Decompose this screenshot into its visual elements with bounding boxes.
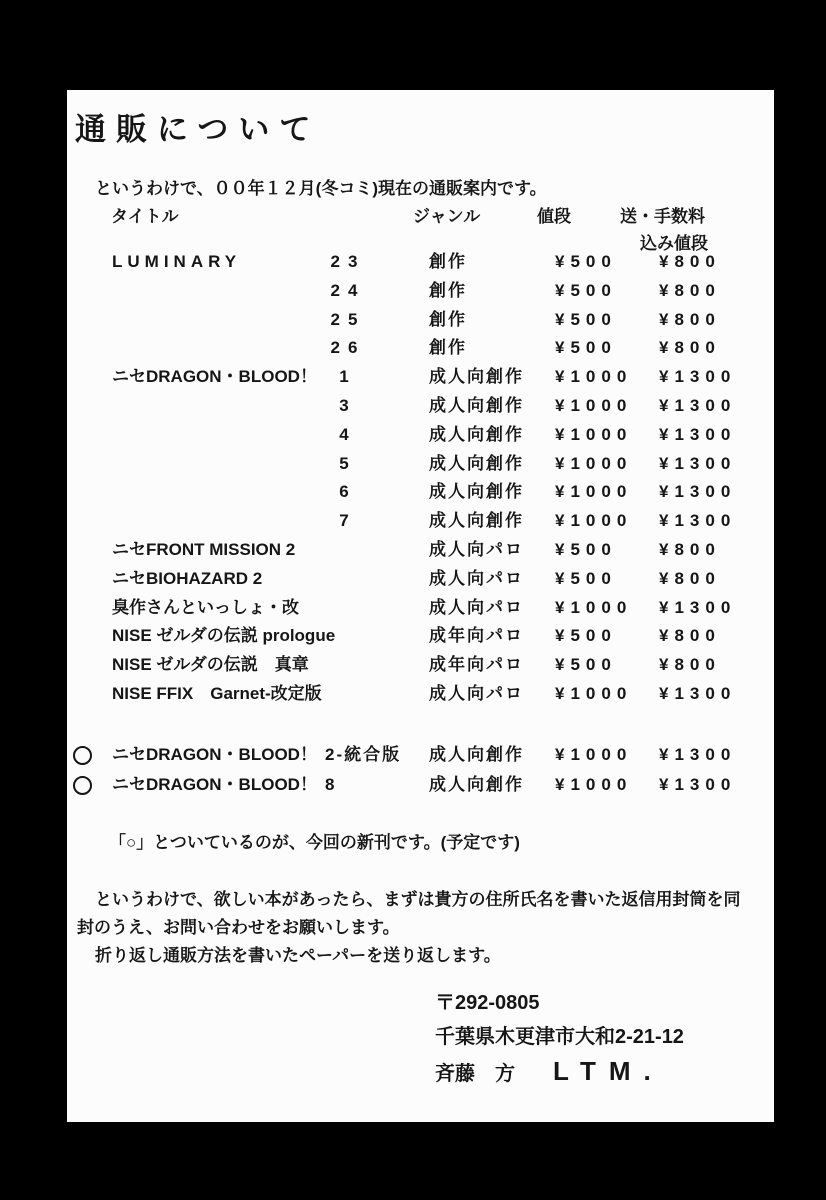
- new-release-note: 「○」とついているのが、今回の新刊です。(予定です): [109, 833, 520, 852]
- contact-address-block: [435, 986, 684, 1091]
- issue-number-cell: 4: [339, 424, 357, 444]
- genre-cell: 成人向創作: [429, 424, 524, 444]
- issue-number-cell: 1: [339, 367, 357, 387]
- issue-number-cell: 6: [339, 482, 357, 502]
- postal-code: 〒292-0805: [435, 992, 540, 1014]
- price-cell: ¥500: [555, 539, 617, 559]
- catalog-table: [67, 248, 774, 709]
- table-row: [67, 421, 774, 450]
- genre-cell: 成人向創作: [429, 367, 524, 387]
- recipient-name: 斉藤 方: [435, 1063, 515, 1085]
- column-header-shipping-line2: 込み値段: [640, 234, 708, 253]
- price-cell: ¥1000: [555, 395, 633, 415]
- genre-cell: 成人向創作: [429, 511, 524, 531]
- shipping-included-price-cell: ¥1300: [659, 367, 737, 387]
- issue-number-cell: 2-統合版: [325, 745, 402, 764]
- title-cell: ニセBIOHAZARD 2: [112, 568, 263, 588]
- closing-line: 封のうえ、お問い合わせをお願いします。: [77, 918, 400, 937]
- shipping-included-price-cell: ¥1300: [659, 597, 737, 617]
- genre-cell: 成人向創作: [429, 482, 524, 502]
- intro-text: というわけで、００年１２月(冬コミ)現在の通販案内です。: [95, 179, 547, 198]
- table-row: [67, 306, 774, 335]
- genre-cell: 創作: [429, 252, 467, 271]
- title-cell: ニセDRAGON・BLOOD！: [112, 775, 317, 794]
- new-release-circle-icon: [73, 746, 92, 765]
- shipping-included-price-cell: ¥800: [659, 568, 721, 588]
- shipping-included-price-cell: ¥1300: [659, 775, 737, 794]
- genre-cell: 成人向パロ: [429, 683, 524, 703]
- shipping-included-price-cell: ¥1300: [659, 395, 737, 415]
- issue-number-cell: 3: [339, 395, 357, 415]
- price-cell: ¥1000: [555, 597, 633, 617]
- genre-cell: 成人向創作: [429, 745, 524, 764]
- table-row: [67, 363, 774, 392]
- price-cell: ¥500: [555, 309, 617, 329]
- shipping-included-price-cell: ¥1300: [659, 745, 737, 764]
- issue-number-cell: 23: [330, 252, 366, 271]
- table-row: [67, 680, 774, 709]
- table-row: [67, 392, 774, 421]
- circle-name: LTM.: [553, 1056, 664, 1086]
- price-cell: ¥1000: [555, 775, 633, 794]
- table-row: [67, 565, 774, 594]
- shipping-included-price-cell: ¥1300: [659, 511, 737, 531]
- price-cell: ¥1000: [555, 511, 633, 531]
- title-cell: ニセDRAGON・BLOOD！: [112, 745, 317, 764]
- title-cell: NISE ゼルダの伝説 prologue: [112, 626, 336, 646]
- table-row: [67, 450, 774, 479]
- title-cell: 臭作さんといっしょ・改: [112, 597, 299, 617]
- shipping-included-price-cell: ¥800: [659, 309, 721, 329]
- issue-number-cell: 24: [330, 280, 366, 300]
- price-cell: ¥500: [555, 338, 617, 358]
- title-cell: ニセDRAGON・BLOOD！: [112, 367, 317, 387]
- price-cell: ¥1000: [555, 683, 633, 703]
- table-row: [67, 277, 774, 306]
- closing-line: というわけで、欲しい本があったら、まずは貴方の住所氏名を書いた返信用封筒を同: [95, 890, 741, 909]
- price-cell: ¥500: [555, 655, 617, 675]
- genre-cell: 創作: [429, 309, 467, 329]
- mail-order-info-page: [67, 90, 774, 1122]
- issue-number-cell: 5: [339, 453, 357, 473]
- price-cell: ¥1000: [555, 482, 633, 502]
- genre-cell: 創作: [429, 338, 467, 358]
- price-cell: ¥500: [555, 280, 617, 300]
- shipping-included-price-cell: ¥800: [659, 252, 721, 271]
- new-release-marker-cell: [73, 740, 107, 770]
- table-row: [67, 740, 774, 770]
- column-header-price: 値段: [537, 207, 571, 226]
- new-release-circle-icon: [73, 776, 92, 795]
- title-cell: NISE FFIX Garnet-改定版: [112, 683, 322, 703]
- table-row: [67, 248, 774, 277]
- column-header-title: タイトル: [111, 207, 179, 226]
- shipping-included-price-cell: ¥1300: [659, 683, 737, 703]
- closing-line: 折り返し通販方法を書いたペーパーを送り返します。: [95, 946, 501, 965]
- genre-cell: 成年向パロ: [429, 655, 524, 675]
- genre-cell: 成人向創作: [429, 395, 524, 415]
- genre-cell: 成人向パロ: [429, 568, 524, 588]
- price-cell: ¥1000: [555, 453, 633, 473]
- shipping-included-price-cell: ¥800: [659, 280, 721, 300]
- closing-paragraph: [77, 886, 741, 970]
- issue-number-cell: 25: [330, 309, 366, 329]
- table-row: [67, 651, 774, 680]
- price-cell: ¥1000: [555, 745, 633, 764]
- street-address: 千葉県木更津市大和2-21-12: [435, 1026, 684, 1048]
- page-title: 通販について: [75, 112, 321, 147]
- genre-cell: 成人向創作: [429, 453, 524, 473]
- shipping-included-price-cell: ¥1300: [659, 453, 737, 473]
- table-row: [67, 507, 774, 536]
- shipping-included-price-cell: ¥800: [659, 655, 721, 675]
- genre-cell: 成人向パロ: [429, 539, 524, 559]
- price-cell: ¥1000: [555, 367, 633, 387]
- table-row: [67, 622, 774, 651]
- column-header-shipping-line1: 送・手数料: [620, 207, 705, 226]
- genre-cell: 成人向創作: [429, 775, 524, 794]
- column-header-genre: ジャンル: [413, 207, 481, 226]
- price-cell: ¥1000: [555, 424, 633, 444]
- shipping-included-price-cell: ¥800: [659, 539, 721, 559]
- table-row: [67, 770, 774, 800]
- price-cell: ¥500: [555, 568, 617, 588]
- recipient-line: [435, 1054, 684, 1091]
- shipping-included-price-cell: ¥800: [659, 626, 721, 646]
- issue-number-cell: 8: [325, 775, 337, 794]
- genre-cell: 成年向パロ: [429, 626, 524, 646]
- title-cell: NISE ゼルダの伝説 真章: [112, 655, 309, 675]
- title-cell: ニセFRONT MISSION 2: [112, 539, 296, 559]
- new-release-marker-cell: [73, 770, 107, 800]
- price-cell: ¥500: [555, 626, 617, 646]
- genre-cell: 創作: [429, 280, 467, 300]
- table-row: [67, 594, 774, 623]
- shipping-included-price-cell: ¥1300: [659, 424, 737, 444]
- issue-number-cell: 26: [330, 338, 366, 358]
- shipping-included-price-cell: ¥800: [659, 338, 721, 358]
- price-cell: ¥500: [555, 252, 617, 271]
- table-row: [67, 536, 774, 565]
- table-row: [67, 334, 774, 363]
- title-cell: LUMINARY: [112, 252, 242, 271]
- shipping-included-price-cell: ¥1300: [659, 482, 737, 502]
- genre-cell: 成人向パロ: [429, 597, 524, 617]
- new-release-table: [67, 740, 774, 800]
- table-row: [67, 478, 774, 507]
- issue-number-cell: 7: [339, 511, 357, 531]
